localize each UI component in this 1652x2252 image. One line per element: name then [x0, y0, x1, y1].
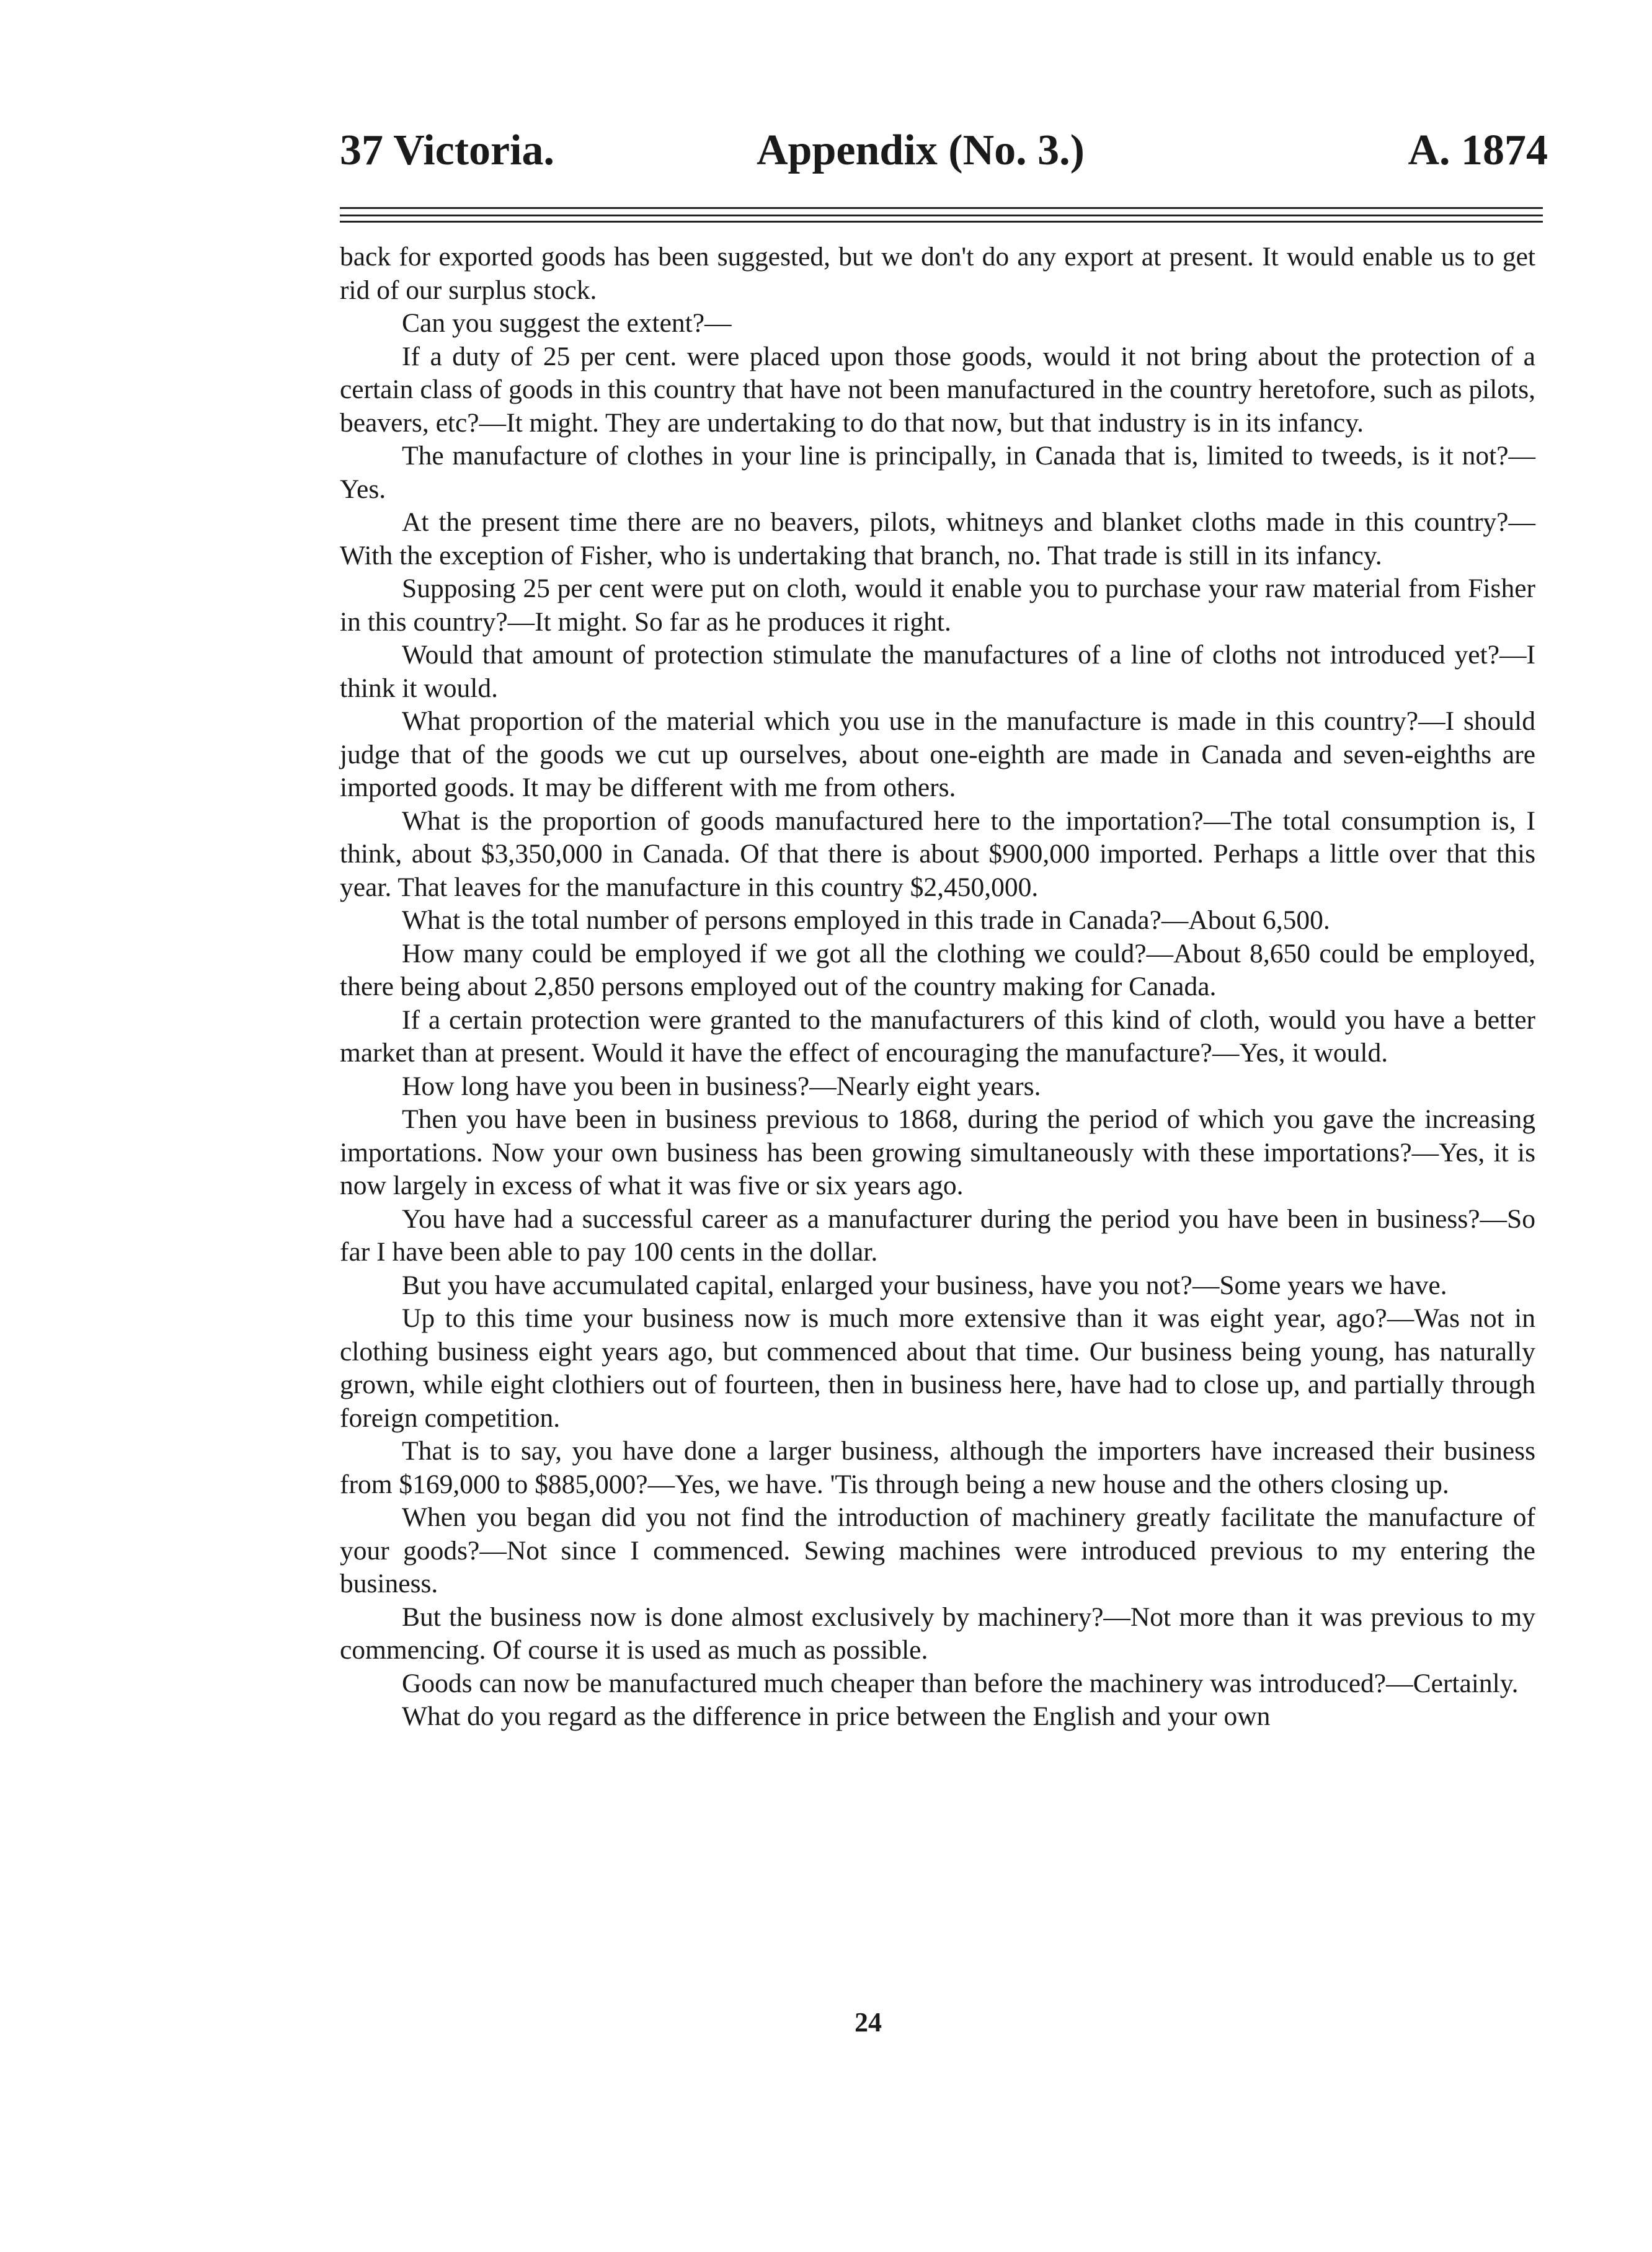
paragraph: When you began did you not find the introduction of machinery greatly facilitate the manufacture of your goods?—Not since I commenced. Sewing machines were introduced previous to my entering the business.	[340, 1502, 1535, 1598]
paragraph: You have had a successful career as a manufacturer during the period you have been in business?—So far I have been able to pay 100 cents in the dollar.	[340, 1204, 1535, 1267]
paragraph: If a certain protection were granted to the manufacturers of this kind of cloth, would you have a better market than at present. Would it have the effect of encouraging the manufacture?—Yes, it would.	[340, 1004, 1535, 1068]
paragraph: How many could be employed if we got all the clothing we could?—About 8,650 could be employed, there being about 2,850 persons employed out of the country making for Canada.	[340, 938, 1535, 1001]
paragraph: What do you regard as the difference in price between the English and your own	[402, 1701, 1271, 1731]
testimony-text	[340, 241, 1535, 1734]
paragraph: Then you have been in business previous to 1868, during the period of which you gave the increasing importations. Now your own business has been growing simultaneously with these importations?—Yes, it is now largely in excess of what it was five or six years ago.	[340, 1104, 1535, 1200]
running-head-year: A. 1874	[1408, 126, 1548, 174]
paragraph: If a duty of 25 per cent. were placed upon those goods, would it not bring about the protection of a certain class of goods in this country that have not been manufactured in the country heretofore, such as pilots, beavers, etc?—It might. They are undertaking to do that now, but that industry is in its infancy.	[340, 341, 1535, 438]
paragraph: Goods can now be manufactured much cheaper than before the machinery was introduced?—Certainly.	[402, 1668, 1519, 1698]
running-head	[340, 117, 1548, 185]
paragraph: What proportion of the material which you use in the manufacture is made in this country?—I should judge that of the goods we cut up ourselves, about one-eighth are made in Canada and seven-eighths are imported goods. It may be different with me from others.	[340, 706, 1535, 802]
paragraph: But the business now is done almost exclusively by machinery?—Not more than it was previous to my commencing. Of course it is used as much as possible.	[340, 1602, 1535, 1665]
paragraph: At the present time there are no beavers, pilots, whitneys and blanket cloths made in this country?—With the exception of Fisher, who is undertaking that branch, no. That trade is still in its infancy.	[340, 507, 1535, 570]
paragraph: Supposing 25 per cent were put on cloth, would it enable you to purchase your raw material from Fisher in this country?—It might. So far as he produces it right.	[340, 574, 1535, 637]
header-rule-middle	[340, 215, 1543, 216]
paragraph: Up to this time your business now is much more extensive than it was eight year, ago?—Was not in clothing business eight years ago, but commenced about that time. Our business being young, has naturally grown, while eight clothiers out of fourteen, then in business here, have had to close up, and partially through foreign competition.	[340, 1303, 1535, 1433]
paragraph: Can you suggest the extent?—	[402, 308, 732, 338]
page-number: 24	[855, 2007, 882, 2037]
paragraph: What is the total number of persons employed in this trade in Canada?—About 6,500.	[402, 905, 1330, 935]
paragraph: But you have accumulated capital, enlarged your business, have you not?—Some years we have.	[402, 1270, 1447, 1300]
paragraph: The manufacture of clothes in your line is principally, in Canada that is, limited to tweeds, is it not?—Yes.	[340, 441, 1535, 504]
header-rule-top	[340, 207, 1543, 209]
paragraph: How long have you been in business?—Nearly eight years.	[402, 1071, 1041, 1101]
paragraph: back for exported goods has been suggested, but we don't do any export at present. It would enable us to get rid of our surplus stock.	[340, 242, 1535, 305]
running-head-session: 37 Victoria.	[340, 126, 555, 174]
paragraph: Would that amount of protection stimulate the manufactures of a line of cloths not introduced yet?—I think it would.	[340, 640, 1535, 703]
paragraph: That is to say, you have done a larger business, although the importers have increased their business from $169,000 to $885,000?—Yes, we have. 'Tis through being a new house and the others closing up.	[340, 1436, 1535, 1499]
running-head-appendix: Appendix (No. 3.)	[757, 126, 1085, 174]
paragraph: What is the proportion of goods manufactured here to the importation?—The total consumption is, I think, about $3,350,000 in Canada. Of that there is about $900,000 imported. Perhaps a little over that this year. That leaves for the manufacture in this country $2,450,000.	[340, 805, 1535, 902]
header-rule-bottom	[340, 221, 1543, 223]
